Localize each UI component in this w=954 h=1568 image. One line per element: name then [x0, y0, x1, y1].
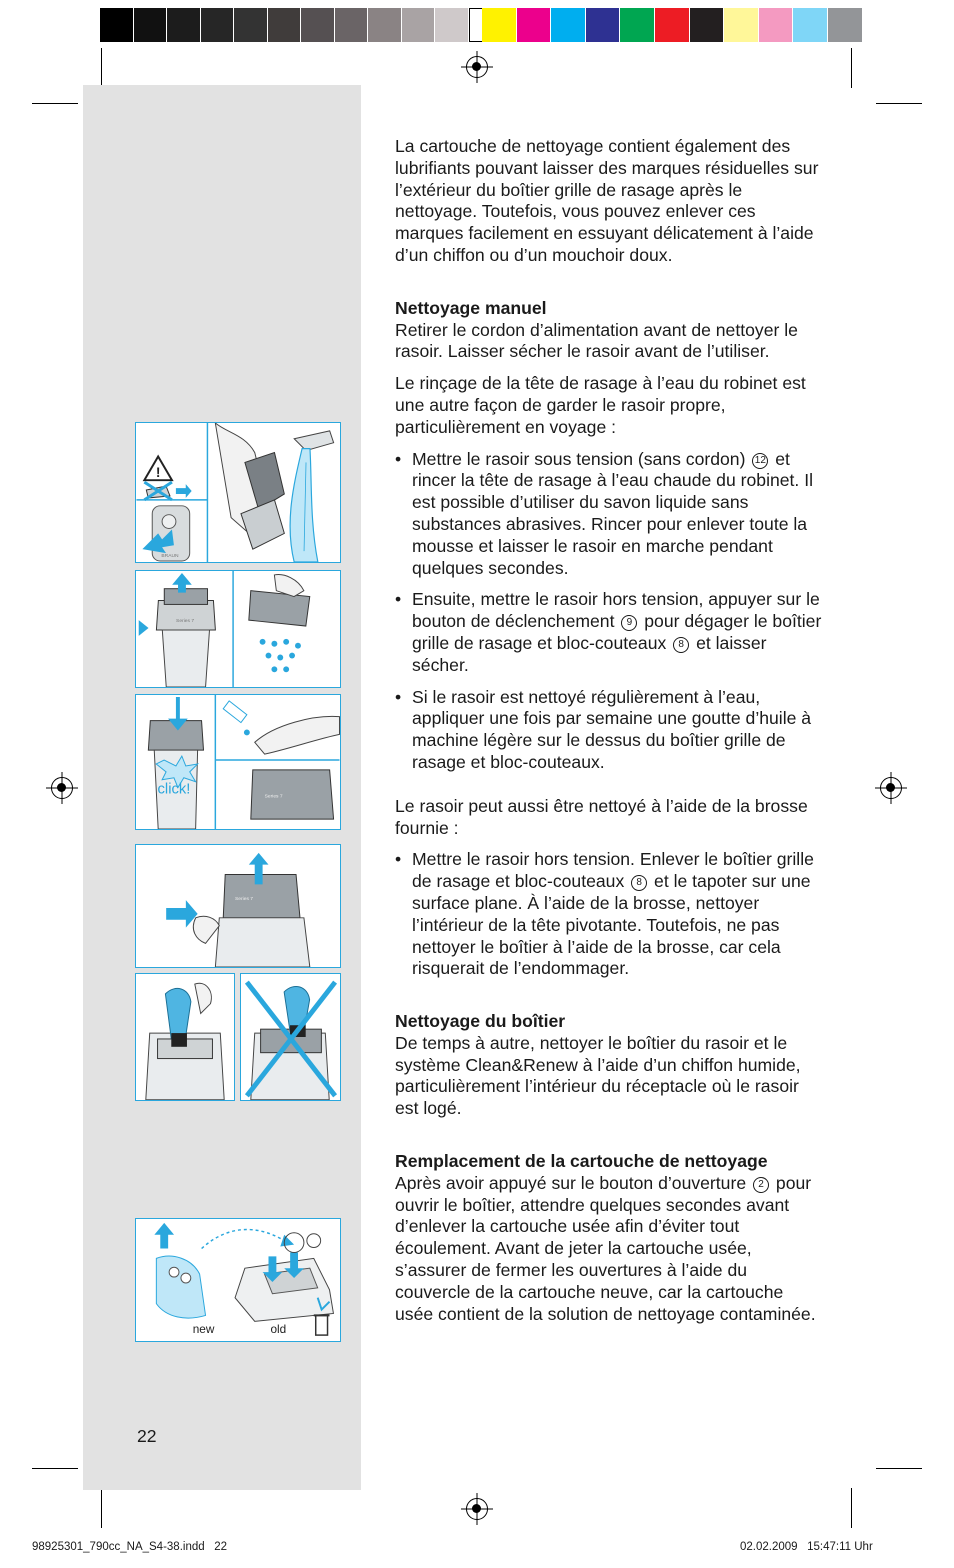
color-swatch — [655, 8, 690, 42]
list-item: • Mettre le rasoir hors tension. Enlever le boîtier grille de rasage et bloc-couteaux 8 et le tapoter sur une surface plane. À l’aide de la brosse, nettoyer l’intérieur de la tête pivotante. Toutefois, ne pas nettoyer le boîtier à l’aide de la brosse, car cela risquerait de l’endommager. — [395, 849, 814, 979]
figure-cartridge-replacement — [135, 1218, 341, 1342]
color-swatch — [517, 8, 552, 42]
figure-brush-foil-forbidden — [240, 973, 341, 1101]
reference-number: 8 — [631, 875, 647, 891]
color-swatch — [828, 8, 863, 42]
paragraph-manual-cleaning: Retirer le cordon d’alimentation avant de nettoyer le rasoir. Laisser sécher le rasoir avant de l’utiliser. — [395, 319, 798, 362]
series-label: Series 7 — [235, 897, 254, 903]
crop-mark — [32, 103, 78, 104]
list-item: • Mettre le rasoir sous tension (sans cordon) 12 et rincer la tête de rasage à l’eau chaude du robinet. Il est possible d’utiliser du savon liquide sans substances abrasives. Rincer pour enlever toute la mousse et laisser le rasoir en marche pendant quelques secondes. — [395, 448, 814, 578]
crop-mark — [32, 1468, 78, 1469]
figure-remove-foil-drain — [135, 570, 341, 688]
crop-mark — [851, 1488, 852, 1528]
page-number: 22 — [137, 1426, 157, 1446]
color-swatch — [690, 8, 725, 42]
reference-number: 9 — [621, 615, 637, 631]
color-swatch — [724, 8, 759, 42]
series-label: Series 7 — [264, 794, 283, 800]
list-item: • Si le rasoir est nettoyé régulièrement à l’eau, appliquer une fois par semaine une goutte d’huile à machine légère sur le dessus du boîtier grille de rasage et bloc-couteaux. — [395, 686, 812, 772]
registration-color-bar-gray — [100, 8, 502, 42]
color-swatch — [551, 8, 586, 42]
paragraph-cartridge-replacement: Après avoir appuyé sur le bouton d’ouverture 2 pour ouvrir le boîtier, attendre quelques secondes avant d’enlever la cartouche usée afin d’éviter tout écoulement. Avant de jeter la cartouche usée, s’assurer de fermer les ouvertures à l’aide du couvercle de la cartouche neuve, car la cartouche usée contient de la solution de nettoyage contaminée. — [395, 1172, 816, 1324]
reference-number: 12 — [752, 453, 768, 469]
paragraph-case-cleaning: De temps à autre, nettoyer le boîtier du rasoir et le système Clean&Renew à l’aide d’un chiffon humide, particulièrement l’intérieur du réceptacle où le rasoir est logé. — [395, 1032, 801, 1119]
reference-number: 8 — [673, 637, 689, 653]
paragraph-brush: Le rasoir peut aussi être nettoyé à l’aide de la brosse fournie : — [395, 795, 808, 838]
registration-target-icon — [880, 777, 902, 799]
print-slug-timestamp: 02.02.2009 15:47:11 Uhr — [740, 1541, 873, 1553]
new-cartridge-label: new — [192, 1322, 215, 1337]
color-swatch — [586, 8, 621, 42]
crop-mark — [876, 1468, 922, 1469]
color-swatch — [482, 8, 517, 42]
heading-cartridge-replacement: Remplacement de la cartouche de nettoyage — [395, 1151, 768, 1172]
heading-manual-cleaning: Nettoyage manuel — [395, 297, 547, 318]
paragraph-lubricants: La cartouche de nettoyage contient également des lubrifiants pouvant laisser des marques résiduelles sur l’extérieur du boîtier grille de rasage après le nettoyage. Toutefois, vous pouvez enlever ces marques facilement en essuyant délicatement à l’aide d’un chiffon ou d’un mouchoir doux. — [395, 136, 819, 265]
list-item: • Ensuite, mettre le rasoir hors tension, appuyer sur le bouton de déclenchement 9 pour dégager le boîtier grille de rasage et bloc-couteaux 8 et laisser sécher. — [395, 589, 822, 675]
crop-mark — [876, 103, 922, 104]
instruction-text — [395, 136, 825, 1325]
color-swatch — [134, 8, 168, 42]
color-swatch — [201, 8, 235, 42]
heading-case-cleaning: Nettoyage du boîtier — [395, 1011, 566, 1032]
color-swatch — [268, 8, 302, 42]
registration-target-icon — [466, 1498, 488, 1520]
color-swatch — [759, 8, 794, 42]
svg-text:!: ! — [155, 465, 161, 481]
registration-color-bar-color — [482, 8, 863, 42]
registration-target-icon — [51, 777, 73, 799]
color-swatch — [301, 8, 335, 42]
figure-brush-head-allowed — [135, 973, 235, 1101]
print-slug-file: 98925301_790cc_NA_S4-38.indd 22 — [32, 1541, 228, 1553]
crop-mark — [101, 48, 102, 88]
color-swatch — [167, 8, 201, 42]
figure-oil-and-reassemble — [135, 694, 341, 830]
old-cartridge-label: old — [270, 1322, 287, 1337]
color-swatch — [620, 8, 655, 42]
color-swatch — [368, 8, 402, 42]
color-swatch — [234, 8, 268, 42]
crop-mark — [851, 48, 852, 88]
crop-mark — [101, 1488, 102, 1528]
paragraph-rinse: Le rinçage de la tête de rasage à l’eau du robinet est une autre façon de garder le rasoir propre, particulièrement en voyage : — [395, 373, 806, 437]
reference-number: 2 — [753, 1177, 769, 1193]
series-label: Series 7 — [176, 619, 195, 625]
color-swatch — [402, 8, 436, 42]
color-swatch — [335, 8, 369, 42]
click-label: click! — [157, 781, 191, 798]
registration-target-icon — [466, 56, 488, 78]
color-swatch — [435, 8, 469, 42]
color-swatch — [100, 8, 134, 42]
figure-release-shaver-head — [135, 844, 341, 968]
color-swatch — [793, 8, 828, 42]
figure-rinse-under-tap — [135, 422, 341, 563]
brand-label: BRAUN — [161, 554, 179, 560]
